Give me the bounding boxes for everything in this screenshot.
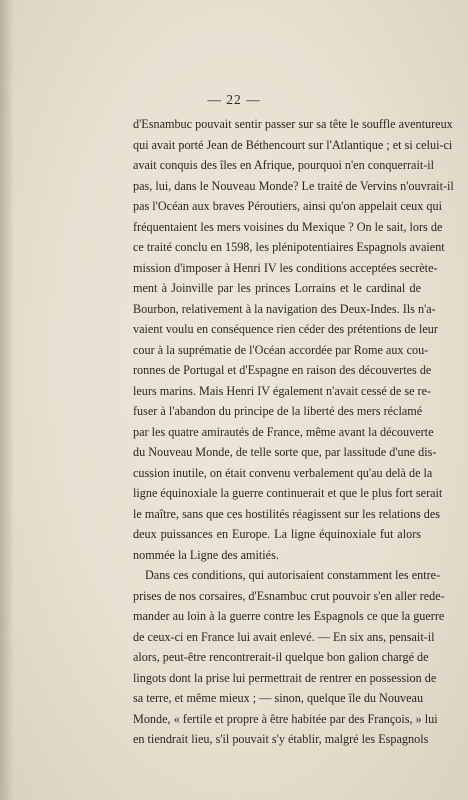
text-line: avait conquis des îles en Afrique, pourquoi n'en conquerrait-il: [133, 158, 435, 172]
text-line: cussion inutile, on était convenu verbalement qu'au delà de la: [133, 465, 433, 480]
text-line: pas, lui, dans le Nouveau Monde? Le traité de Vervins n'ouvrait-il: [133, 178, 454, 193]
body-text: [133, 114, 454, 750]
text-line: d'Esnambuc pouvait sentir passer sur sa tête le souffle aventureux: [133, 117, 453, 131]
text-line: ligne équinoxiale la guerre continuerait et que le plus fort serait: [133, 486, 443, 500]
text-line: cour à la suprématie de l'Océan accordée par Rome aux cou-: [133, 342, 429, 357]
text-line: du Nouveau Monde, de telle sorte que, par lassitude d'une dis-: [133, 445, 437, 459]
text-line: ronnes de Portugal et d'Espagne en raison des découvertes de: [133, 363, 432, 377]
text-line: deux puissances en Europe. La ligne équinoxiale fut alors: [133, 527, 421, 541]
text-line: fréquentaient les mers voisines du Mexique ? On le sait, lors de: [133, 219, 443, 234]
text-line: ce traité conclu en 1598, les plénipotentiaires Espagnols avaient: [133, 240, 445, 254]
text-line: prises de nos corsaires, d'Esnambuc crut pouvoir s'en aller rede-: [133, 588, 445, 603]
text-line: nommée la Ligne des amitiés.: [133, 547, 279, 562]
text-line: Dans ces conditions, qui autorisaient constamment les entre-: [145, 568, 441, 582]
page-edge-shadow: [0, 0, 14, 800]
text-line: ment à Joinville par les princes Lorrains et le cardinal de: [133, 281, 421, 295]
text-line: fuser à l'abandon du principe de la liberté des mers réclamé: [133, 404, 423, 418]
text-line: le maître, sans que ces hostilités réagissent sur les relations des: [133, 506, 440, 521]
text-line: en tiendrait lieu, s'il pouvait s'y établir, malgré les Espagnols: [133, 732, 429, 746]
text-line: leurs marins. Mais Henri IV également n'avait cessé de se re-: [133, 383, 432, 398]
text-line: mander au loin à la guerre contre les Espagnols ce que la guerre: [133, 609, 445, 623]
page-number: — 22 —: [207, 92, 261, 107]
paragraph-2: [133, 565, 445, 750]
text-line: mission d'imposer à Henri IV les conditions acceptées secrète-: [133, 260, 438, 275]
text-line: qui avait porté Jean de Béthencourt sur l'Atlantique ; et si celui-ci: [133, 137, 453, 152]
paragraph-1: [133, 114, 454, 565]
text-line: alors, peut-être rencontrerait-il quelque bon galion chargé de: [133, 650, 429, 664]
text-line: Bourbon, relativement à la navigation des Deux-Indes. Ils n'a-: [133, 301, 436, 316]
text-line: sa terre, et même mieux ; — sinon, quelque île du Nouveau: [133, 691, 424, 705]
text-line: par les quatre amirautés de France, même avant la découverte: [133, 424, 434, 439]
text-line: de ceux-ci en France lui avait enlevé. — En six ans, pensait-il: [133, 629, 435, 644]
text-line: vaient voulu en conséquence rien céder des prétentions de leur: [133, 322, 438, 336]
text-line: pas l'Océan aux braves Péroutiers, ainsi qu'on appelait ceux qui: [133, 199, 442, 213]
text-line: Monde, « fertile et propre à être habitée par des François, » lui: [133, 711, 438, 726]
text-line: lingots dont la prise lui permettrait de rentrer en possession de: [133, 670, 437, 685]
